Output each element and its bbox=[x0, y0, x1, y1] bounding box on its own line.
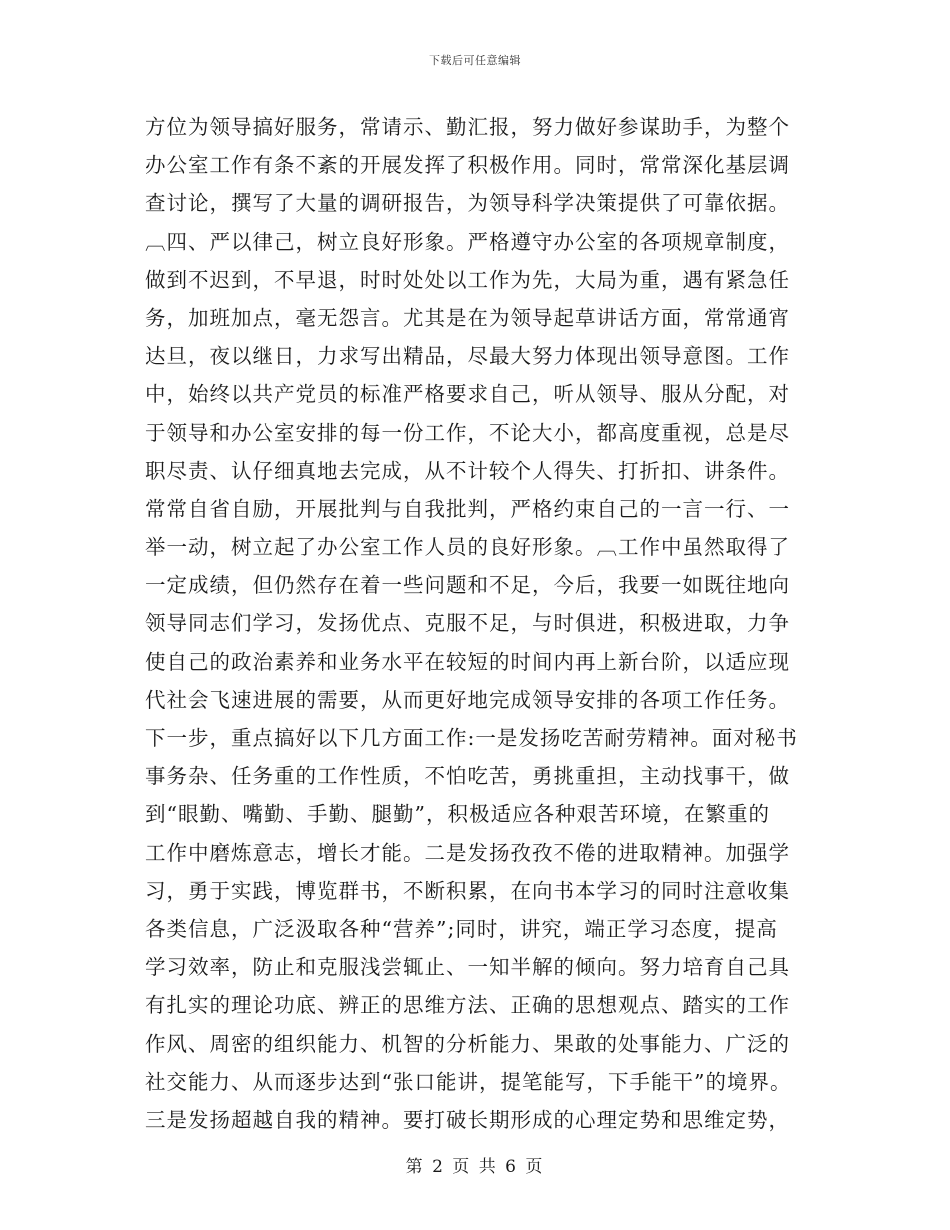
text-line: 职尽责、认仔细真地去完成，从不计较个人得失、打折扣、讲条件。 bbox=[145, 458, 790, 483]
text-line: 方位为领导搞好服务，常请示、勤汇报，努力做好参谋助手，为整个 bbox=[145, 115, 790, 139]
text-line: 习，勇于实践，博览群书，不断积累，在向书本学习的同时注意收集 bbox=[145, 878, 790, 903]
text-line: 做到不迟到，不早退，时时处处以工作为先，大局为重，遇有紧急任 bbox=[145, 267, 790, 292]
text-line: 中，始终以共产党员的标准严格要求自己，听从领导、服从分配，对 bbox=[145, 382, 790, 407]
text-line: 作风、周密的组织能力、机智的分析能力、果敢的处事能力、广泛的 bbox=[145, 1031, 790, 1056]
page-number: 第 2 页 共 6 页 bbox=[405, 1157, 545, 1177]
text-line: 学习效率，防止和克服浅尝辄止、一知半解的倾向。努力培育自己具 bbox=[145, 955, 790, 980]
text-line: 各类信息，广泛汲取各种“营养”;同时，讲究，端正学习态度，提高 bbox=[145, 916, 778, 941]
text-line: 举一动，树立起了办公室工作人员的良好形象。︹工作中虽然取得了 bbox=[145, 535, 790, 560]
text-line: 代社会飞速进展的需要，从而更好地完成领导安排的各项工作任务。 bbox=[145, 687, 790, 712]
page-header: 下载后可任意编辑 bbox=[429, 54, 521, 67]
text-line: 使自己的政治素养和业务水平在较短的时间内再上新台阶，以适应现 bbox=[145, 649, 790, 674]
body-text bbox=[145, 108, 805, 1139]
text-line: 办公室工作有条不紊的开展发挥了积极作用。同时，常常深化基层调 bbox=[145, 153, 790, 178]
text-line: 达旦，夜以继日，力求写出精品，尽最大努力体现出领导意图。工作 bbox=[145, 344, 790, 369]
text-line: 三是发扬超越自我的精神。要打破长期形成的心理定势和思维定势， bbox=[145, 1107, 790, 1132]
text-line: 社交能力、从而逐步达到“张口能讲，提笔能写，下手能干”的境界。 bbox=[145, 1069, 792, 1094]
text-line: 有扎实的理论功底、辨正的思维方法、正确的思想观点、踏实的工作 bbox=[145, 993, 790, 1018]
text-line: 一定成绩，但仍然存在着一些问题和不足，今后，我要一如既往地向 bbox=[145, 573, 790, 598]
text-line: ︹四、严以律己，树立良好形象。严格遵守办公室的各项规章制度， bbox=[145, 229, 790, 254]
text-line: 常常自省自励，开展批判与自我批判，严格约束自己的一言一行、一 bbox=[145, 496, 790, 521]
text-line: 事务杂、任务重的工作性质，不怕吃苦，勇挑重担，主动找事干，做 bbox=[145, 764, 790, 789]
text-line: 下一步，重点搞好以下几方面工作:一是发扬吃苦耐劳精神。面对秘书 bbox=[145, 726, 798, 750]
text-line: 于领导和办公室安排的每一份工作，不论大小，都高度重视，总是尽 bbox=[145, 420, 790, 445]
text-line: 务，加班加点，毫无怨言。尤其是在为领导起草讲话方面，常常通宵 bbox=[145, 305, 790, 330]
text-line: 到“眼勤、嘴勤、手勤、腿勤”，积极适应各种艰苦环境，在繁重的 bbox=[145, 802, 770, 827]
text-line: 领导同志们学习，发扬优点、克服不足，与时俱进，积极进取，力争 bbox=[145, 611, 790, 636]
text-line: 查讨论，撰写了大量的调研报告，为领导科学决策提供了可靠依据。 bbox=[145, 191, 790, 216]
text-line: 工作中磨炼意志，增长才能。二是发扬孜孜不倦的进取精神。加强学 bbox=[145, 840, 790, 865]
